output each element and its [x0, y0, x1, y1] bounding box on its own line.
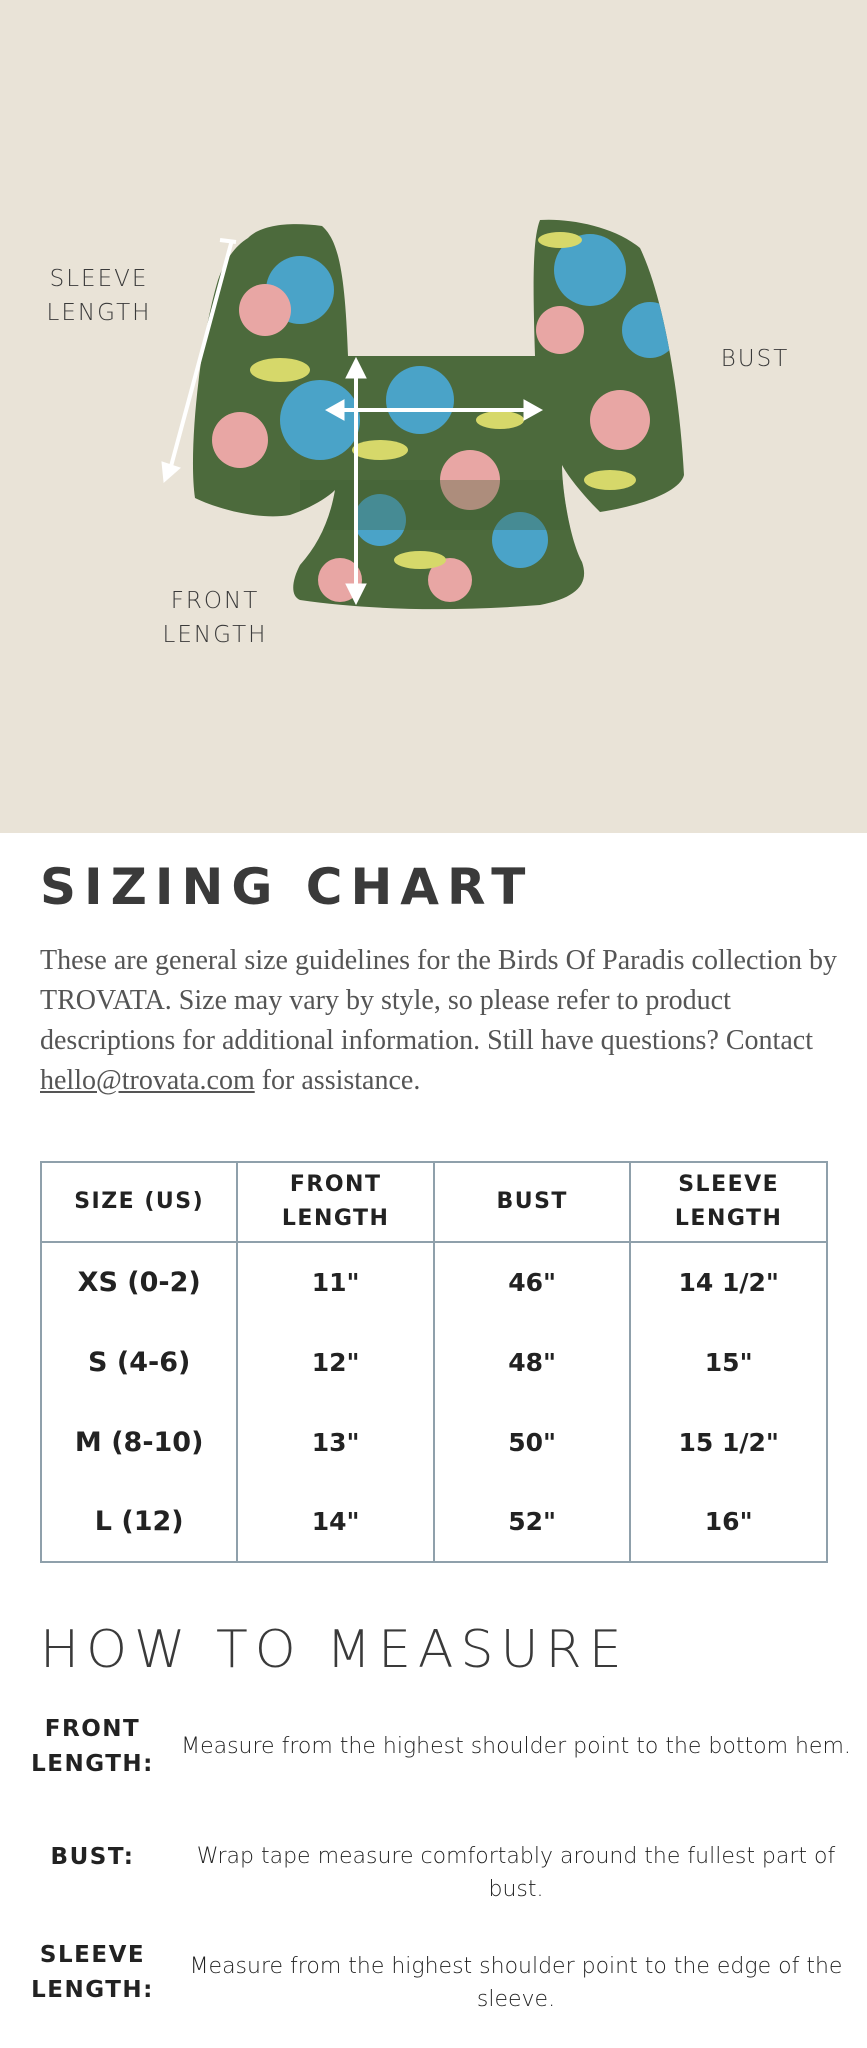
header-front-line-2: LENGTH	[281, 1206, 390, 1231]
table-row	[41, 1482, 827, 1562]
label-front-length	[150, 584, 280, 652]
cell-bust: 50"	[434, 1402, 630, 1482]
measure-term-line-2: LENGTH:	[31, 1751, 154, 1777]
cell-sleeve-length: 15"	[630, 1322, 827, 1402]
cell-front-length: 11"	[237, 1242, 434, 1322]
header-front-line-1: FRONT	[289, 1172, 382, 1197]
measure-description: Wrap tape measure comfortably around the fullest part of bust.	[196, 1844, 836, 1902]
intro-text: These are general size guidelines for the Birds Of Paradis collection by TROVATA. Size may vary by style, so please refer to product descriptions for additional information. Still have questions? Contact	[40, 945, 837, 1056]
header-bust	[434, 1162, 630, 1242]
how-to-measure-title: HOW TO MEASURE	[40, 1620, 629, 1680]
label-sleeve-line-1: SLEEVE	[49, 266, 149, 292]
measure-description: Measure from the highest shoulder point to the edge of the sleeve.	[189, 1954, 843, 2012]
header-front-length	[237, 1162, 434, 1242]
header-sleeve-line-2: LENGTH	[674, 1206, 783, 1231]
contact-email-link[interactable]: hello@trovata.com	[40, 1065, 255, 1096]
measure-term	[30, 1938, 155, 2008]
label-sleeve-line-2: LENGTH	[46, 300, 152, 326]
header-size	[41, 1162, 237, 1242]
header-size-line: SIZE (US)	[74, 1189, 205, 1214]
cell-size: XS (0-2)	[41, 1242, 237, 1322]
label-bust: BUST	[720, 346, 790, 372]
intro-text-end: for assistance.	[254, 1065, 421, 1096]
fabric-print	[180, 210, 700, 630]
cell-bust: 48"	[434, 1322, 630, 1402]
cell-sleeve-length: 14 1/2"	[630, 1242, 827, 1322]
label-front-line-2: LENGTH	[162, 622, 268, 648]
measure-term-line-1: BUST:	[50, 1844, 135, 1870]
table-header-row	[41, 1162, 827, 1242]
product-image-panel	[0, 0, 867, 833]
cell-sleeve-length: 15 1/2"	[630, 1402, 827, 1482]
header-sleeve-line-1: SLEEVE	[678, 1172, 780, 1197]
cell-bust: 46"	[434, 1242, 630, 1322]
label-sleeve-length	[34, 262, 164, 330]
measure-term	[30, 1840, 155, 1875]
sizing-intro	[40, 941, 840, 1101]
measure-term-line-1: SLEEVE	[39, 1942, 146, 1968]
header-sleeve-length	[630, 1162, 827, 1242]
cell-front-length: 12"	[237, 1322, 434, 1402]
measure-term-line-1: FRONT	[44, 1716, 141, 1742]
cell-sleeve-length: 16"	[630, 1482, 827, 1562]
size-table	[40, 1161, 828, 1563]
measure-description: Measure from the highest shoulder point to the bottom hem.	[181, 1734, 851, 1759]
cell-size: S (4-6)	[41, 1322, 237, 1402]
measure-term	[30, 1712, 155, 1782]
cell-front-length: 13"	[237, 1402, 434, 1482]
measure-term-line-2: LENGTH:	[31, 1977, 154, 2003]
cell-bust: 52"	[434, 1482, 630, 1562]
sizing-chart-title: SIZING CHART	[40, 858, 534, 916]
cell-front-length: 14"	[237, 1482, 434, 1562]
table-row	[41, 1322, 827, 1402]
cropped-top-illustration	[0, 0, 867, 833]
label-front-line-1: FRONT	[170, 588, 260, 614]
header-bust-line: BUST	[496, 1189, 568, 1214]
cell-size: M (8-10)	[41, 1402, 237, 1482]
cell-size: L (12)	[41, 1482, 237, 1562]
table-row	[41, 1402, 827, 1482]
table-row	[41, 1242, 827, 1322]
